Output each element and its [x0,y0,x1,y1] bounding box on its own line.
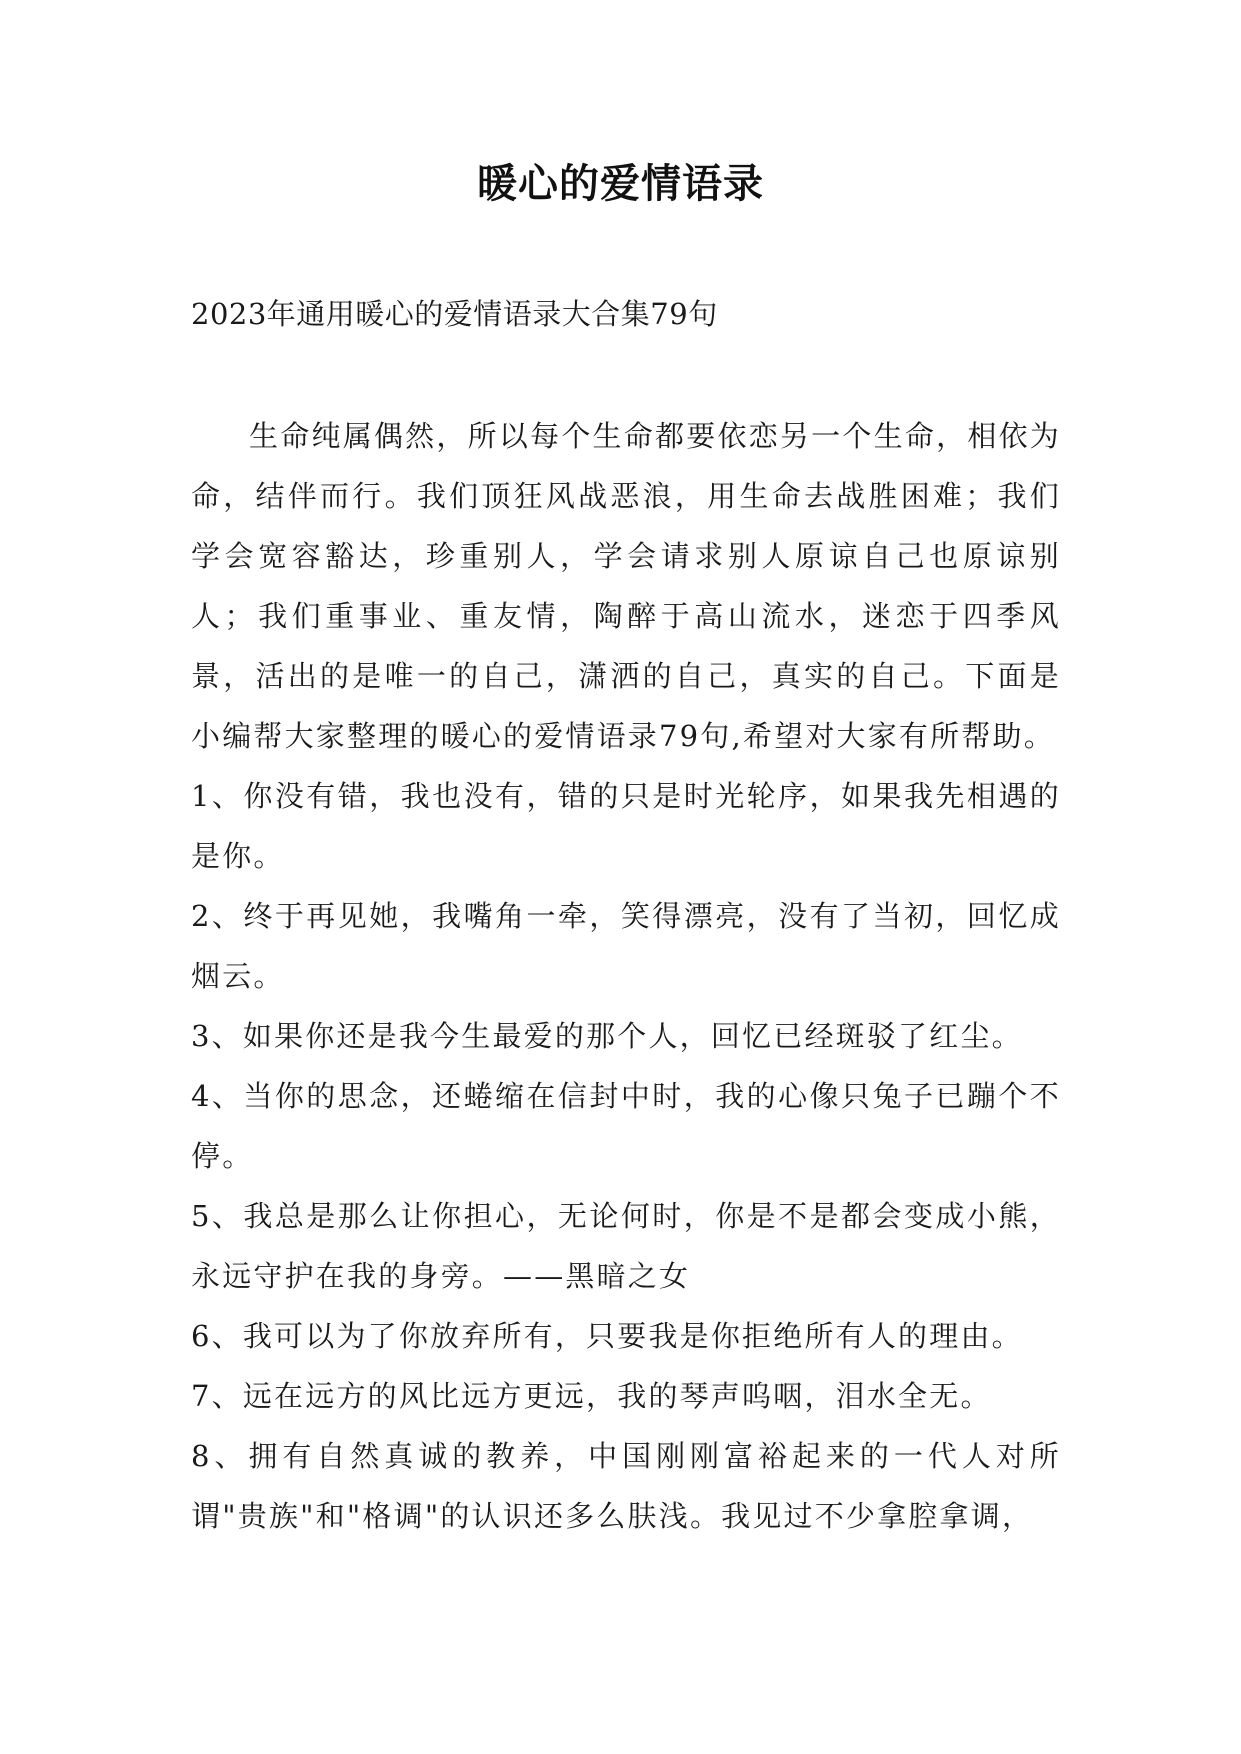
list-item: 3、如果你还是我今生最爱的那个人，回忆已经斑驳了红尘。 [191,1019,1023,1053]
list-item: 4、当你的思念，还蜷缩在信封中时，我的心像只兔子已蹦个不停。 [191,1079,1061,1173]
intro-paragraph: 生命纯属偶然，所以每个生命都要依恋另一个生命，相依为命，结伴而行。我们顶狂风战恶浪，用生命去战胜困难；我们学会宽容豁达，珍重别人，学会请求别人原谅自己也原谅别人；我们重事业、重友情，陶醉于高山流水，迷恋于四季风景，活出的是唯一的自己，潇洒的自己，真实的自己。下面是小编帮大家整理的暖心的爱情语录79句,希望对大家有所帮助。 [191,419,1061,753]
list-item: 5、我总是那么让你担心，无论何时，你是不是都会变成小熊，永远守护在我的身旁。——黑暗之女 [191,1199,1061,1293]
list-item: 2、终于再见她，我嘴角一牵，笑得漂亮，没有了当初，回忆成烟云。 [191,899,1061,993]
list-item: 6、我可以为了你放弃所有，只要我是你拒绝所有人的理由。 [191,1319,1023,1353]
document-title: 暖心的爱情语录 [477,160,764,207]
list-item: 1、你没有错，我也没有，错的只是时光轮序，如果我先相遇的是你。 [191,779,1061,873]
document-subtitle: 2023年通用暖心的爱情语录大合集79句 [191,297,718,331]
list-item: 8、拥有自然真诚的教养，中国刚刚富裕起来的一代人对所谓"贵族"和"格调"的认识还多么肤浅。我见过不少拿腔拿调， [191,1439,1061,1533]
document-body [191,406,1061,1546]
list-item: 7、远在远方的风比远方更远，我的琴声呜咽，泪水全无。 [191,1379,992,1413]
